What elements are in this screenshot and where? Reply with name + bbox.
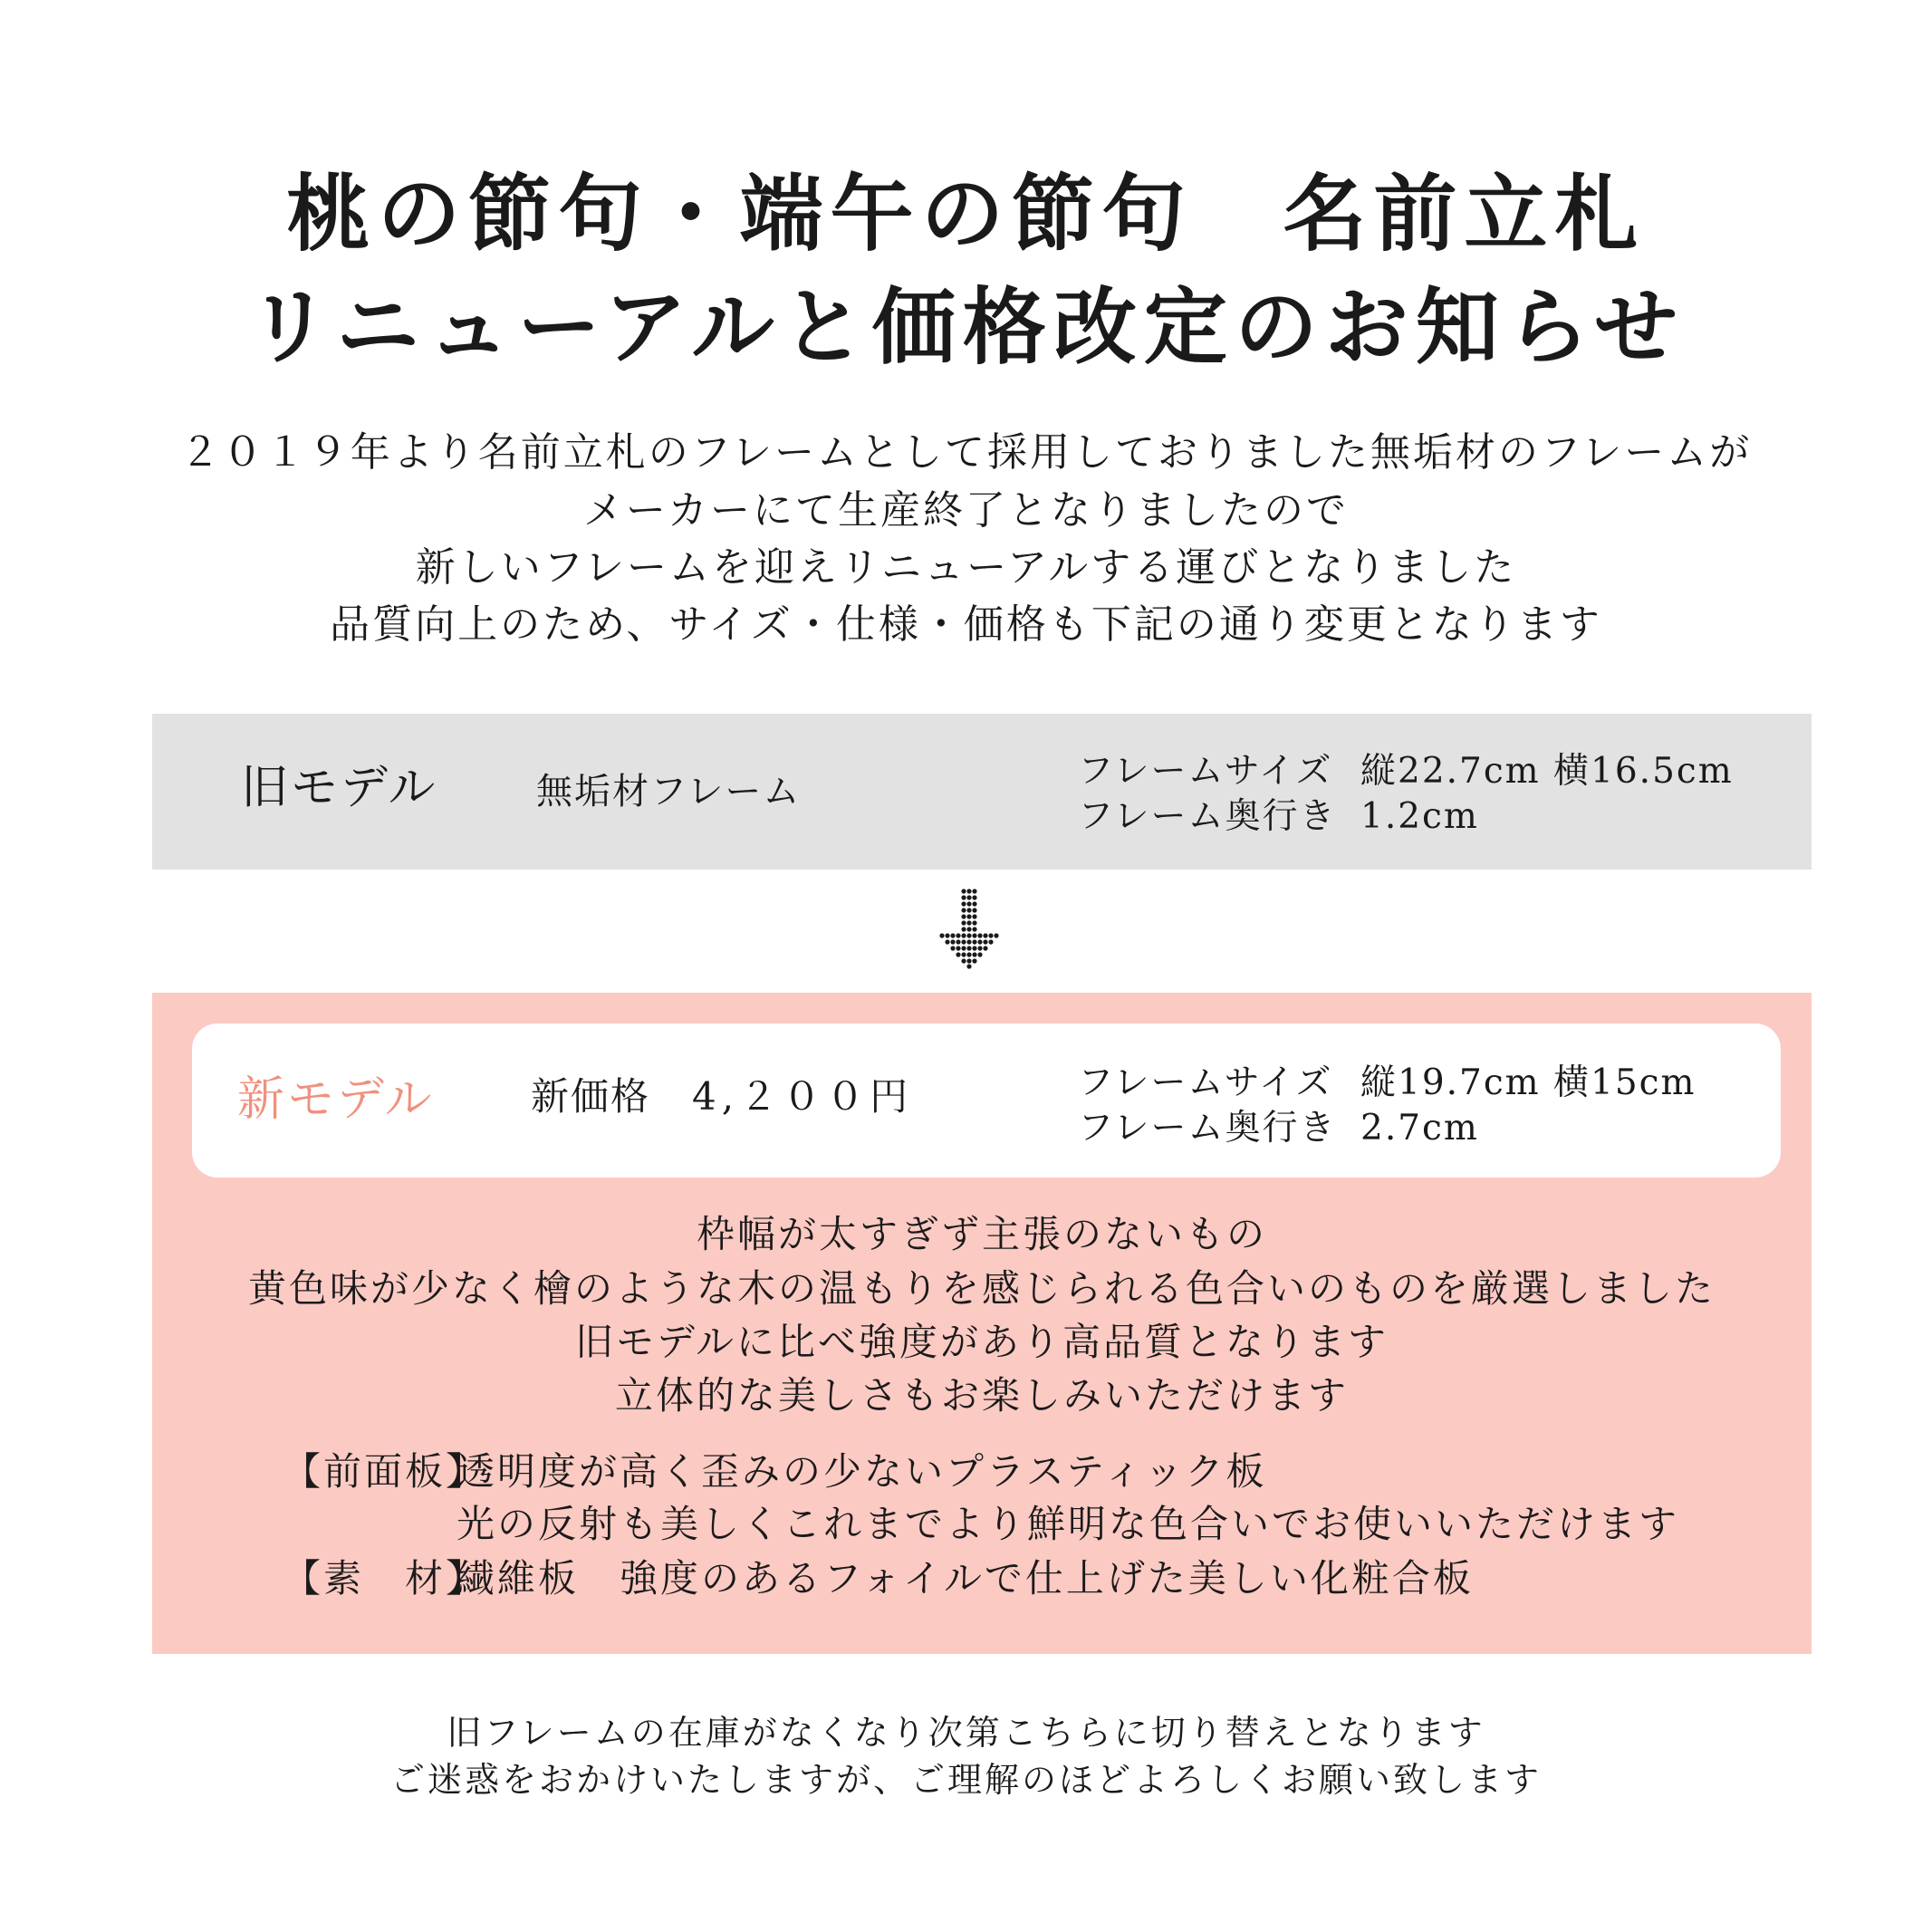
dotted-down-arrow-icon	[933, 888, 1005, 969]
old-model-specs	[1078, 751, 1734, 844]
feature-value: 光の反射も美しくこれまでより鮮明な色合いでお使いいただけます	[457, 1502, 1680, 1546]
old-size-value: 縦22.7cm 横16.5cm	[1360, 751, 1734, 792]
feature-value: 繊維板 強度のあるフォイルで仕上げた美しい化粧合板	[457, 1556, 1474, 1600]
new-depth-label: フレーム奥行き	[1078, 1108, 1337, 1149]
footer-line: ご迷惑をおかけいたしますが、ご理解のほどよろしくお願い致します	[389, 1760, 1542, 1800]
footer-line: 旧フレームの在庫がなくなり次第こちらに切り替えとなります	[447, 1713, 1485, 1753]
feature-key-front-panel: 【前面板】	[283, 1449, 487, 1494]
new-size-value: 縦19.7cm 横15cm	[1360, 1062, 1697, 1103]
intro-line: 新しいフレームを迎えリニューアルする運びとなりました	[415, 544, 1517, 591]
old-model-label: 旧モデル	[241, 761, 438, 815]
new-price	[531, 1074, 914, 1119]
page-title-line-2: リニューアルと価格改定のお知らせ	[246, 278, 1686, 376]
new-price-value: 4,２００円	[692, 1074, 914, 1119]
old-model-material: 無垢材フレーム	[536, 771, 802, 812]
description-line: 枠幅が太すぎず主張のないもの	[696, 1212, 1267, 1256]
new-model-label: 新モデル	[237, 1072, 435, 1127]
feature-list	[283, 1449, 1732, 1616]
intro-line: 品質向上のため、サイズ・仕様・価格も下記の通り変更となります	[330, 601, 1602, 648]
old-size-label: フレームサイズ	[1078, 751, 1333, 792]
old-depth-label: フレーム奥行き	[1078, 796, 1337, 837]
feature-value: 透明度が高く歪みの少ないプラスティック板	[457, 1449, 1267, 1494]
new-model-band	[152, 993, 1812, 1654]
feature-key-material: 【素 材】	[283, 1556, 487, 1600]
old-depth-value: 1.2cm	[1360, 796, 1479, 837]
description-line: 黄色味が少なく檜のような木の温もりを感じられる色合いのものを厳選しました	[247, 1266, 1716, 1311]
new-depth-value: 2.7cm	[1360, 1108, 1479, 1149]
old-model-band	[152, 714, 1812, 870]
new-model-specs	[1078, 1062, 1730, 1156]
new-size-label: フレームサイズ	[1078, 1062, 1333, 1103]
description-line: 立体的な美しさもお楽しみいただけます	[614, 1373, 1349, 1418]
description-line: 旧モデルに比べ強度があり高品質となります	[575, 1320, 1389, 1364]
intro-line: ２０１９年より名前立札のフレームとして採用しておりました無垢材のフレームが	[179, 429, 1753, 476]
page-title-line-1: 桃の節句・端午の節句 名前立札	[286, 165, 1646, 263]
intro-line: メーカーにて生産終了となりましたので	[582, 487, 1350, 533]
new-model-card	[192, 1024, 1781, 1177]
new-price-label: 新価格	[531, 1074, 651, 1119]
